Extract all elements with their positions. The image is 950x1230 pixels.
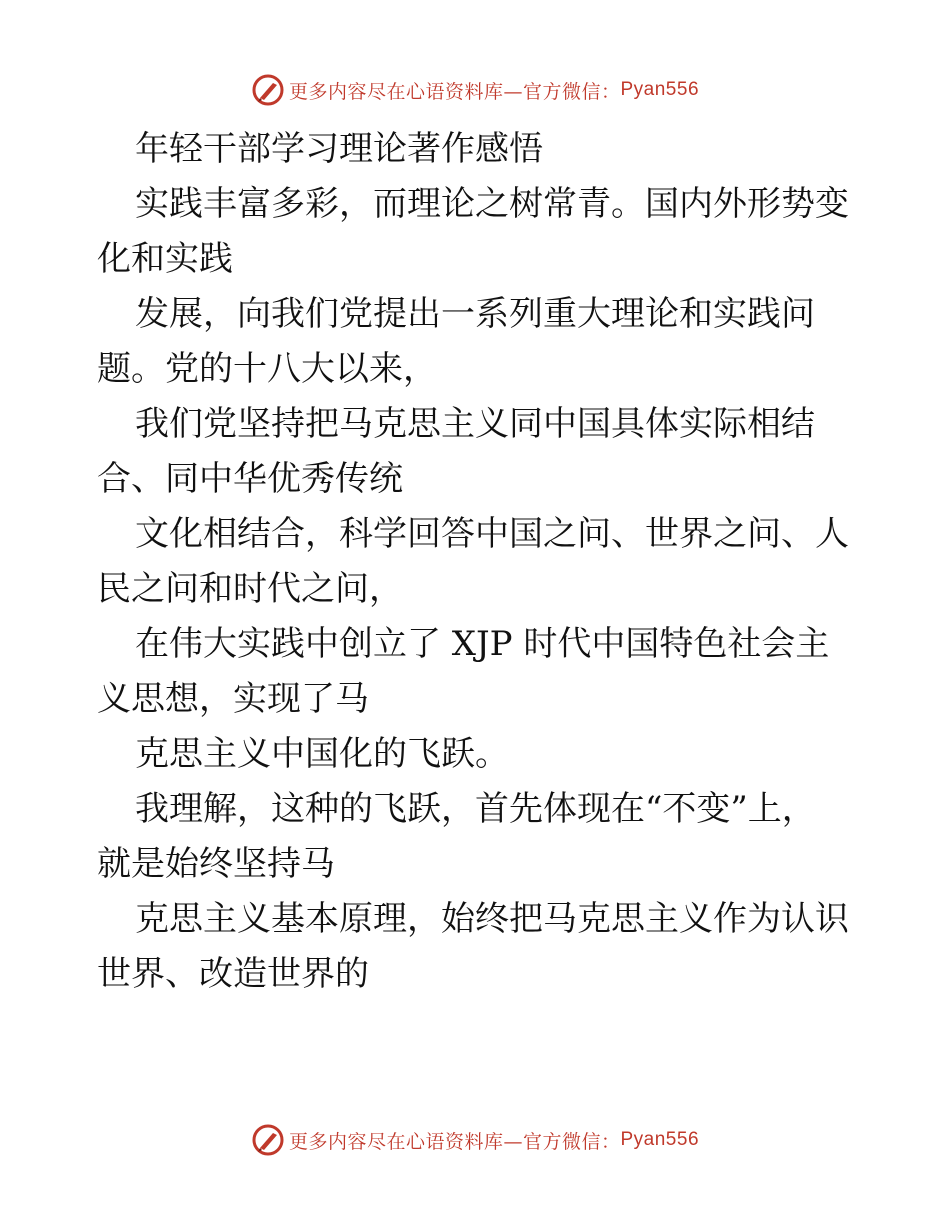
text-line: 合、同中华优秀传统 — [97, 459, 403, 499]
pen-logo-icon — [251, 73, 285, 107]
header-wechat-id: Pyan556 — [620, 79, 700, 100]
text-line: 就是始终坚持马 — [97, 844, 335, 884]
footer-wechat-id: Pyan556 — [620, 1129, 700, 1150]
text-line: 文化相结合，科学回答中国之问、世界之问、人 — [135, 514, 849, 554]
text-line: 我们党坚持把马克思主义同中国具体实际相结 — [135, 404, 815, 444]
text-line: 我理解，这种的飞跃，首先体现在“不变”上， — [135, 789, 816, 829]
text-line: 民之问和时代之问， — [97, 569, 403, 609]
document-body — [97, 122, 857, 1002]
text-line: 发展，向我们党提出一系列重大理论和实践问 — [135, 294, 815, 334]
text-line: 义思想，实现了马 — [97, 679, 369, 719]
header-banner-text: 更多内容尽在心语资料库—官方微信： — [288, 80, 621, 103]
text-line: 实践丰富多彩，而理论之树常青。国内外形势变 — [135, 184, 849, 224]
text-line: 世界、改造世界的 — [97, 954, 369, 994]
footer-banner — [0, 1120, 950, 1160]
text-line: 化和实践 — [97, 239, 233, 279]
header-banner — [0, 70, 950, 110]
text-line: 题。党的十八大以来， — [97, 349, 437, 389]
text-line: 克思主义中国化的飞跃。 — [135, 734, 509, 774]
text-line: 克思主义基本原理，始终把马克思主义作为认识 — [135, 899, 849, 939]
text-line: 在伟大实践中创立了 XJP 时代中国特色社会主 — [135, 624, 830, 664]
footer-banner-text: 更多内容尽在心语资料库—官方微信： — [288, 1130, 621, 1153]
pen-logo-icon — [251, 1123, 285, 1157]
document-title: 年轻干部学习理论著作感悟 — [135, 129, 543, 169]
